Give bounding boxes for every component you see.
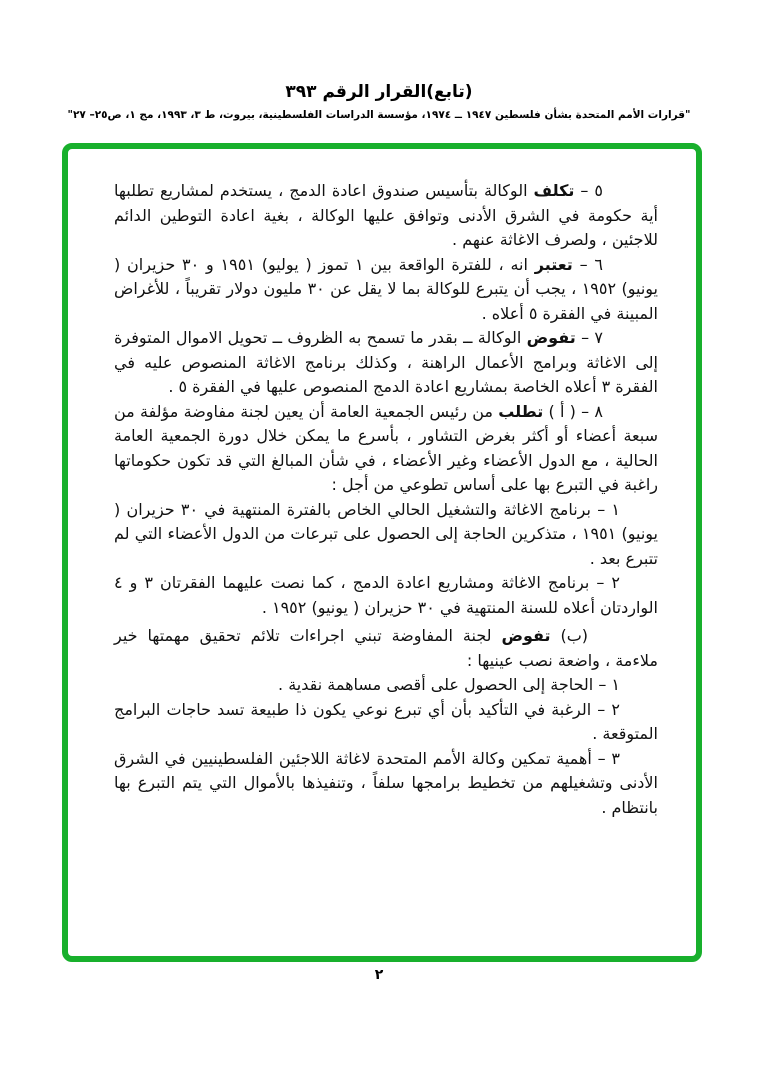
paragraph-text: انه ، للفترة الواقعة بين ١ تموز ( يوليو) ١٩٥١ و ٣٠ حزيران ( يونيو) ١٩٥٢ ، يجب أن يتبرع للوكالة بما لا يقل عن ٣٠ مليون دولار تقريباً ، للأغراض المبينة في الفقرة ٥ أعلاه . (114, 254, 658, 323)
paragraph-text: الحاجة إلى الحصول على أقصى مساهمة نقدية . (278, 675, 594, 694)
paragraph (114, 179, 658, 253)
paragraph-number: ٥ – (574, 181, 604, 200)
paragraph-text: برنامج الاغاثة والتشغيل الحالي الخاص بالفترة المنتهية في ٣٠ حزيران ( يونيو) ١٩٥١ ، متذكرين الحاجة إلى الحصول على تبرعات من الدول الأعضاء التي لم تتبرع بعد . (114, 499, 659, 568)
page-header (0, 82, 758, 121)
paragraph-lead-bold: تفوض (526, 328, 576, 347)
paragraph-lead-bold: تعتبر (534, 254, 573, 274)
page-number: ٢ (374, 967, 384, 983)
paragraph-number: (ب) (550, 626, 588, 645)
paragraph-text: الرغبة في التأكيد بأن أي تبرع نوعي يكون ذا طبيعة تسد حاجات البرامج المتوقعة . (114, 699, 658, 743)
paragraph-text: برنامج الاغاثة ومشاريع اعادة الدمج ، كما نصت عليهما الفقرتان ٣ و ٤ الواردتان أعلاه للسنة المنتهية في ٣٠ حزيران ( يونيو) ١٩٥٢ . (114, 573, 658, 617)
paragraph (114, 498, 658, 572)
paragraph-lead-bold: تفوض (501, 626, 551, 645)
paragraph-number: ٢ – (589, 573, 621, 592)
paragraph-text: الوكالة بتأسيس صندوق اعادة الدمج ، يستخدم لمشاريع تطلبها أية حكومة في الشرق الأدنى وتوافق عليها الوكالة ، بغية اعادة التوطين الدائم للاجئين ، ولصرف الاغاثة عنهم . (114, 181, 658, 249)
paragraph (114, 253, 658, 327)
paragraph (114, 400, 658, 498)
paragraph-number: ١ – (590, 499, 621, 519)
paragraph-text: أهمية تمكين وكالة الأمم المتحدة لاغاثة اللاجئين الفلسطينيين في الشرق الأدنى وتشغيلهم من تخطيط برامجها سلفاً ، وتنفيذها بالأموال التي يتم التبرع بها بانتظام . (114, 748, 658, 817)
decision-frame (62, 143, 702, 962)
paragraph-number: ٣ – (591, 748, 620, 768)
paragraph-text: لجنة المفاوضة تبني اجراءات تلائم تحقيق مهمتها خير ملاءمة ، واضعة نصب عينيها : (114, 626, 658, 670)
paragraph-number: ٦ – (572, 254, 603, 274)
paragraph (114, 571, 658, 620)
paragraph-number: ١ – (593, 675, 620, 694)
paragraph-number: ٢ – (591, 699, 620, 719)
paragraph-number: ٧ – (575, 328, 604, 347)
citation-line: "قرارات الأمم المتحدة بشأن فلسطين ١٩٤٧ ــ ١٩٧٤، مؤسسة الدراسات الفلسطينية، بيروت، ط ٣، ١٩٩٣، مج ١، ص٢٥– ٢٧" (67, 109, 691, 121)
paragraph (114, 747, 658, 821)
paragraph (114, 624, 658, 673)
paragraph (114, 673, 658, 698)
paragraph-text: الوكالة ــ بقدر ما تسمح به الظروف ــ تحويل الاموال المتوفرة إلى الاغاثة وبرامج الأعمال الراهنة ، وكذلك برنامج الاغاثة المنصوص عليه في الفقرة ٣ أعلاه الخاصة بمشاريع اعادة الدمج المنصوص عليها في الفقرة ٥ . (114, 328, 658, 396)
paragraph-lead-bold: تطلب (498, 401, 544, 421)
paragraph-number: ٨ – ( أ ) (543, 401, 603, 421)
page-title: (تابع)القرار الرقم ٣٩٣ (285, 82, 473, 102)
paragraph (114, 698, 658, 747)
document-body (114, 179, 658, 820)
paragraph (114, 326, 658, 400)
paragraph-lead-bold: تكلف (533, 181, 575, 200)
paragraph-text: من رئيس الجمعية العامة أن يعين لجنة مفاوضة مؤلفة من سبعة أعضاء أو أكثر بغرض التشاور ، بأسرع ما يمكن خلال دورة الجمعية العامة الحالية ، مع الدول الأعضاء وغير الأعضاء ، في شأن المبالغ التي قد تكون حكوماتها راغبة في التبرع بها على أساس تطوعي من أجل : (114, 401, 658, 494)
